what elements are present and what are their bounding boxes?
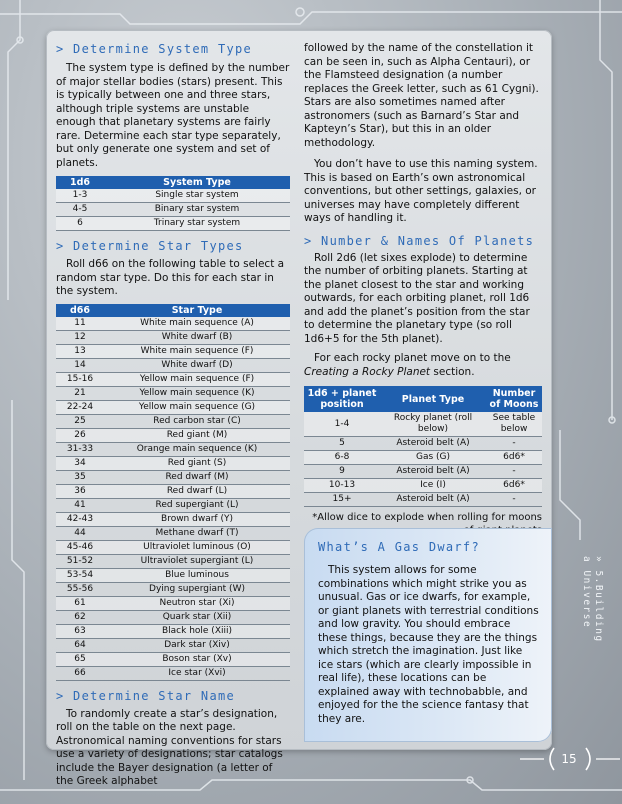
rocky-planet-suffix: section.: [433, 365, 475, 378]
sidebar-heading: What’s A Gas Dwarf?: [318, 540, 480, 554]
table-cell: Red dwarf (M): [104, 470, 290, 484]
table-cell: 6d6*: [486, 479, 542, 493]
table-row: [304, 437, 542, 451]
table-cell: Blue luminous: [104, 568, 290, 582]
table-row: [304, 465, 542, 479]
left-column: [56, 40, 290, 789]
table-cell: Dying supergiant (W): [104, 582, 290, 596]
table-cell: White dwarf (D): [104, 358, 290, 372]
table-cell: 55-56: [56, 582, 104, 596]
system-type-table: [56, 176, 290, 231]
page-number: 15: [561, 752, 577, 766]
table-cell: Binary star system: [104, 203, 290, 217]
table-row: [56, 330, 290, 344]
table-cell: 15+: [304, 493, 380, 507]
table-cell: Quark star (Xii): [104, 610, 290, 624]
table-cell: -: [486, 465, 542, 479]
table-header: System Type: [104, 176, 290, 189]
table-cell: 1-3: [56, 189, 104, 203]
table-cell: Dark star (Xiv): [104, 638, 290, 652]
table-row: [56, 386, 290, 400]
table-cell: Asteroid belt (A): [380, 437, 486, 451]
table-cell: 9: [304, 465, 380, 479]
table-cell: Red giant (S): [104, 456, 290, 470]
naming-alternative-text: You don’t have to use this naming system. This is based on Earth’s own astronomical conventions, but other settings, galaxies, or universes may have completely different ways of handling it.: [304, 158, 538, 224]
table-cell: 65: [56, 652, 104, 666]
table-cell: 26: [56, 428, 104, 442]
table-cell: 45-46: [56, 540, 104, 554]
table-row: [56, 358, 290, 372]
table-cell: 63: [56, 624, 104, 638]
table-cell: 22-24: [56, 400, 104, 414]
table-cell: Red giant (M): [104, 428, 290, 442]
table-cell: 44: [56, 526, 104, 540]
table-cell: Brown dwarf (Y): [104, 512, 290, 526]
table-row: [56, 217, 290, 231]
table-row: [56, 414, 290, 428]
table-header: Planet Type: [380, 386, 486, 412]
table-row: [56, 203, 290, 217]
table-cell: Ice (I): [380, 479, 486, 493]
table-header: d66: [56, 304, 104, 317]
rocky-planet-text: [304, 352, 542, 379]
table-header: Star Type: [104, 304, 290, 317]
table-header: 1d6 + planet position: [304, 386, 380, 412]
explode-note: *Allow dice to explode when rolling for moons: [312, 512, 542, 523]
right-column: [304, 42, 542, 537]
table-row: [56, 484, 290, 498]
table-row: [56, 470, 290, 484]
table-cell: Red supergiant (L): [104, 498, 290, 512]
table-cell: 5: [304, 437, 380, 451]
planets-heading: > Number & Names Of Planets: [304, 233, 535, 248]
table-row: [56, 189, 290, 203]
star-name-heading: > Determine Star Name: [56, 688, 236, 703]
table-cell: Red carbon star (C): [104, 414, 290, 428]
table-cell: Rocky planet (roll below): [380, 412, 486, 437]
table-cell: 12: [56, 330, 104, 344]
table-cell: See table below: [486, 412, 542, 437]
table-row: [56, 638, 290, 652]
table-row: [56, 317, 290, 331]
table-cell: Orange main sequence (K): [104, 442, 290, 456]
system-type-heading: > Determine System Type: [56, 42, 253, 56]
table-cell: 41: [56, 498, 104, 512]
planet-type-table: [304, 386, 542, 507]
star-name-text: To randomly create a star’s designation, roll on the table on the next page. Astronomical naming conventions for stars use a variety of designations; star catalogs include the Bayer designation (a letter of the Greek alphabet: [56, 707, 283, 787]
table-cell: 66: [56, 666, 104, 680]
table-row: [56, 456, 290, 470]
table-header: Number of Moons: [486, 386, 542, 412]
table-cell: White main sequence (F): [104, 344, 290, 358]
table-cell: Yellow main sequence (F): [104, 372, 290, 386]
gas-dwarf-sidebar: [304, 528, 552, 742]
table-cell: 42-43: [56, 512, 104, 526]
table-cell: Yellow main sequence (K): [104, 386, 290, 400]
star-types-text: Roll d66 on the following table to select a random star type. Do this for each star in the system.: [56, 258, 285, 297]
table-row: [56, 624, 290, 638]
table-row: [56, 372, 290, 386]
table-row: [56, 442, 290, 456]
table-cell: Methane dwarf (T): [104, 526, 290, 540]
sidebar-text: This system allows for some combinations which might strike you as unusual. Gas or ice dwarfs, for example, or giant planets with terrestrial conditions and low gravity. You should embrace these things, because they are the things which stretch the imagination. Just like ice stars (which are clearly impossible in real life), these locations can be explained away with technobabble, and enjoyed for the the science fantasy that they are.: [318, 564, 539, 725]
table-cell: White dwarf (B): [104, 330, 290, 344]
table-cell: 35: [56, 470, 104, 484]
table-row: [304, 493, 542, 507]
table-cell: 10-13: [304, 479, 380, 493]
table-cell: 6-8: [304, 451, 380, 465]
table-cell: Asteroid belt (A): [380, 465, 486, 479]
table-cell: 4-5: [56, 203, 104, 217]
table-row: [56, 512, 290, 526]
table-cell: Ultraviolet supergiant (L): [104, 554, 290, 568]
table-row: [304, 451, 542, 465]
table-header: 1d6: [56, 176, 104, 189]
table-cell: 13: [56, 344, 104, 358]
table-row: [304, 412, 542, 437]
table-cell: 36: [56, 484, 104, 498]
table-cell: Trinary star system: [104, 217, 290, 231]
rocky-planet-link-text: Creating a Rocky Planet: [304, 365, 431, 378]
table-cell: 64: [56, 638, 104, 652]
table-row: [304, 479, 542, 493]
table-cell: 15-16: [56, 372, 104, 386]
table-cell: Gas (G): [380, 451, 486, 465]
table-row: [56, 344, 290, 358]
naming-continued-text: followed by the name of the constellation it can be seen in, such as Alpha Centauri), or the Flamsteed designation (a number replaces the Greek letter, such as 61 Cygni). Stars are also sometimes named after astronomers (such as Barnard’s Star and Kapteyn’s Star), but this in an older methodology.: [304, 42, 539, 149]
table-cell: 62: [56, 610, 104, 624]
table-row: [56, 498, 290, 512]
table-row: [56, 610, 290, 624]
table-cell: 11: [56, 317, 104, 331]
table-row: [56, 582, 290, 596]
table-row: [56, 400, 290, 414]
rocky-planet-prefix: For each rocky planet move on to the: [314, 352, 511, 364]
system-type-text: The system type is defined by the number of major stellar bodies (stars) present. This is typically between one and three stars, although triple systems are unstable enough that planetary systems are fairly rare. Determine each star type separately, but only generate one system and set of planets.: [56, 62, 290, 169]
table-cell: Red dwarf (L): [104, 484, 290, 498]
planets-text: Roll 2d6 (let sixes explode) to determine the number of orbiting planets. Starting at the planet closest to the star and working outwards, for each orbiting planet, roll 1d6 and add the planet’s position from the star to determine the planetary type (so roll 1d6+5 for the 5th planet).: [304, 251, 530, 345]
chapter-label: » 5.Building a Universe: [581, 556, 604, 643]
table-row: [56, 554, 290, 568]
table-cell: 34: [56, 456, 104, 470]
table-cell: Single star system: [104, 189, 290, 203]
table-row: [56, 568, 290, 582]
table-cell: White main sequence (A): [104, 317, 290, 331]
table-row: [56, 526, 290, 540]
table-cell: 21: [56, 386, 104, 400]
table-row: [56, 666, 290, 680]
table-cell: Yellow main sequence (G): [104, 400, 290, 414]
table-cell: Boson star (Xv): [104, 652, 290, 666]
star-types-heading: > Determine Star Types: [56, 239, 244, 253]
table-cell: 61: [56, 596, 104, 610]
table-cell: 31-33: [56, 442, 104, 456]
table-cell: 6: [56, 217, 104, 231]
table-row: [56, 596, 290, 610]
table-cell: Ice star (Xvi): [104, 666, 290, 680]
table-cell: Neutron star (Xi): [104, 596, 290, 610]
table-row: [56, 652, 290, 666]
table-cell: 1-4: [304, 412, 380, 437]
table-cell: Asteroid belt (A): [380, 493, 486, 507]
table-cell: 53-54: [56, 568, 104, 582]
table-cell: -: [486, 493, 542, 507]
table-row: [56, 428, 290, 442]
table-row: [56, 540, 290, 554]
table-cell: 51-52: [56, 554, 104, 568]
table-cell: 14: [56, 358, 104, 372]
table-cell: 6d6*: [486, 451, 542, 465]
table-cell: Black hole (Xiii): [104, 624, 290, 638]
table-cell: -: [486, 437, 542, 451]
table-cell: 25: [56, 414, 104, 428]
table-cell: Ultraviolet luminous (O): [104, 540, 290, 554]
star-types-table: [56, 304, 290, 681]
